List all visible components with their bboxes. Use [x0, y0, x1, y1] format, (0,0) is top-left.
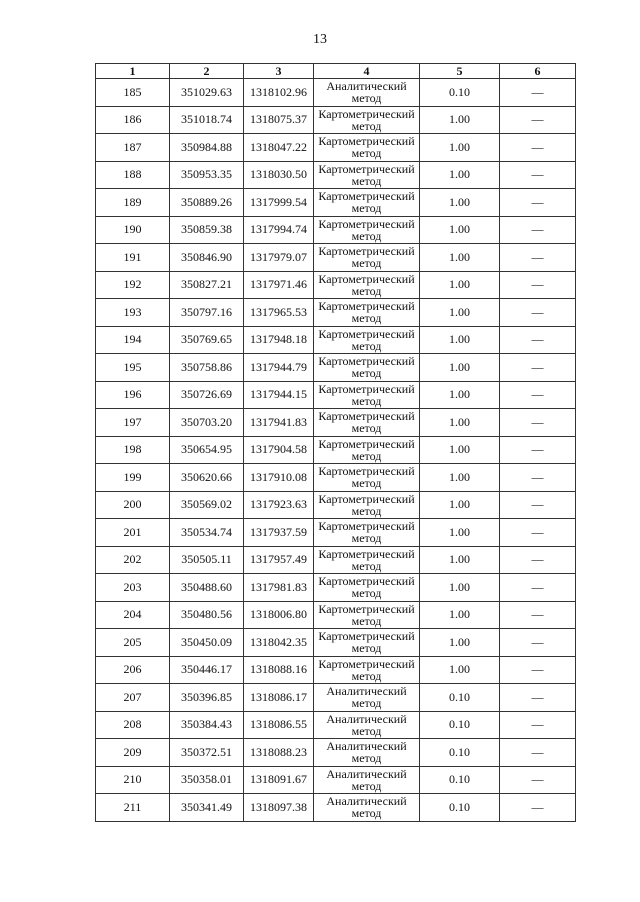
method-line-2: метод: [351, 201, 382, 216]
column-header-2: 2: [170, 64, 244, 79]
point-number-cell: 211: [96, 794, 170, 822]
accuracy-cell: 1.00: [420, 629, 500, 657]
point-number-cell: 204: [96, 601, 170, 629]
method-line-2: метод: [351, 696, 382, 711]
table-row: [96, 546, 576, 574]
y-coordinate-cell: 1318102.96: [244, 79, 314, 107]
method-line-2: метод: [351, 668, 382, 683]
point-number-cell: 192: [96, 271, 170, 299]
accuracy-cell: 1.00: [420, 326, 500, 354]
method-line-1: Аналитический: [326, 79, 407, 94]
accuracy-cell: 1.00: [420, 134, 500, 162]
accuracy-cell: 1.00: [420, 519, 500, 547]
y-coordinate-cell: 1317994.74: [244, 216, 314, 244]
method-line-1: Картометрический: [318, 546, 415, 561]
coordinates-table: [95, 63, 576, 822]
accuracy-cell: 1.00: [420, 271, 500, 299]
table-row: [96, 161, 576, 189]
method-line-2: метод: [351, 173, 382, 188]
method-cell: [314, 326, 420, 354]
page-number: 13: [313, 32, 327, 47]
method-cell: [314, 436, 420, 464]
method-line-2: метод: [351, 641, 382, 656]
note-cell: —: [500, 739, 576, 767]
method-line-1: Аналитический: [326, 794, 407, 809]
method-line-1: Картометрический: [318, 326, 415, 341]
method-line-1: Картометрический: [318, 216, 415, 231]
y-coordinate-cell: 1317910.08: [244, 464, 314, 492]
point-number-cell: 188: [96, 161, 170, 189]
note-cell: —: [500, 409, 576, 437]
y-coordinate-cell: 1318086.17: [244, 684, 314, 712]
method-cell: [314, 491, 420, 519]
x-coordinate-cell: 350827.21: [170, 271, 244, 299]
y-coordinate-cell: 1317941.83: [244, 409, 314, 437]
y-coordinate-cell: 1318088.23: [244, 739, 314, 767]
method-line-2: метод: [351, 338, 382, 353]
accuracy-cell: 1.00: [420, 106, 500, 134]
method-line-1: Картометрический: [318, 656, 415, 671]
table-row: [96, 739, 576, 767]
accuracy-cell: 1.00: [420, 546, 500, 574]
method-cell: [314, 106, 420, 134]
table-row: [96, 491, 576, 519]
method-line-2: метод: [351, 283, 382, 298]
y-coordinate-cell: 1317944.15: [244, 381, 314, 409]
accuracy-cell: 0.10: [420, 739, 500, 767]
method-cell: [314, 79, 420, 107]
y-coordinate-cell: 1318075.37: [244, 106, 314, 134]
note-cell: —: [500, 546, 576, 574]
method-line-1: Картометрический: [318, 436, 415, 451]
x-coordinate-cell: 350396.85: [170, 684, 244, 712]
method-line-1: Картометрический: [318, 464, 415, 479]
x-coordinate-cell: 350726.69: [170, 381, 244, 409]
point-number-cell: 197: [96, 409, 170, 437]
note-cell: —: [500, 216, 576, 244]
method-line-1: Картометрический: [318, 189, 415, 204]
table-row: [96, 381, 576, 409]
y-coordinate-cell: 1317944.79: [244, 354, 314, 382]
x-coordinate-cell: 350341.49: [170, 794, 244, 822]
method-cell: [314, 464, 420, 492]
table-row: [96, 134, 576, 162]
accuracy-cell: 1.00: [420, 216, 500, 244]
method-line-2: метод: [351, 586, 382, 601]
method-line-2: метод: [351, 503, 382, 518]
method-line-2: метод: [351, 448, 382, 463]
table-row: [96, 409, 576, 437]
x-coordinate-cell: 350480.56: [170, 601, 244, 629]
method-line-2: метод: [351, 751, 382, 766]
point-number-cell: 191: [96, 244, 170, 272]
table-body: [96, 79, 576, 822]
x-coordinate-cell: 350846.90: [170, 244, 244, 272]
accuracy-cell: 1.00: [420, 601, 500, 629]
x-coordinate-cell: 350620.66: [170, 464, 244, 492]
y-coordinate-cell: 1318030.50: [244, 161, 314, 189]
table-row: [96, 189, 576, 217]
accuracy-cell: 1.00: [420, 464, 500, 492]
method-cell: [314, 189, 420, 217]
x-coordinate-cell: 350446.17: [170, 656, 244, 684]
method-line-1: Картометрический: [318, 574, 415, 589]
x-coordinate-cell: 350450.09: [170, 629, 244, 657]
method-line-2: метод: [351, 778, 382, 793]
method-line-1: Картометрический: [318, 271, 415, 286]
point-number-cell: 190: [96, 216, 170, 244]
method-line-1: Аналитический: [326, 711, 407, 726]
method-line-2: метод: [351, 228, 382, 243]
table-header-row: [96, 64, 576, 79]
table-row: [96, 326, 576, 354]
column-header-5: 5: [420, 64, 500, 79]
method-cell: [314, 684, 420, 712]
x-coordinate-cell: 350859.38: [170, 216, 244, 244]
note-cell: —: [500, 464, 576, 492]
table-row: [96, 711, 576, 739]
method-line-1: Картометрический: [318, 519, 415, 534]
x-coordinate-cell: 350505.11: [170, 546, 244, 574]
point-number-cell: 194: [96, 326, 170, 354]
x-coordinate-cell: 350758.86: [170, 354, 244, 382]
x-coordinate-cell: 350797.16: [170, 299, 244, 327]
accuracy-cell: 1.00: [420, 161, 500, 189]
note-cell: —: [500, 271, 576, 299]
table-row: [96, 629, 576, 657]
point-number-cell: 202: [96, 546, 170, 574]
method-cell: [314, 519, 420, 547]
x-coordinate-cell: 350984.88: [170, 134, 244, 162]
note-cell: —: [500, 326, 576, 354]
method-cell: [314, 794, 420, 822]
method-line-2: метод: [351, 393, 382, 408]
y-coordinate-cell: 1318006.80: [244, 601, 314, 629]
y-coordinate-cell: 1318097.38: [244, 794, 314, 822]
method-cell: [314, 244, 420, 272]
method-line-2: метод: [351, 806, 382, 821]
method-line-1: Картометрический: [318, 134, 415, 149]
accuracy-cell: 1.00: [420, 189, 500, 217]
note-cell: —: [500, 189, 576, 217]
note-cell: —: [500, 656, 576, 684]
x-coordinate-cell: 350534.74: [170, 519, 244, 547]
point-number-cell: 189: [96, 189, 170, 217]
method-line-1: Картометрический: [318, 381, 415, 396]
point-number-cell: 193: [96, 299, 170, 327]
x-coordinate-cell: 350703.20: [170, 409, 244, 437]
method-line-2: метод: [351, 531, 382, 546]
point-number-cell: 206: [96, 656, 170, 684]
note-cell: —: [500, 134, 576, 162]
method-line-2: метод: [351, 118, 382, 133]
y-coordinate-cell: 1317904.58: [244, 436, 314, 464]
column-header-6: 6: [500, 64, 576, 79]
y-coordinate-cell: 1317957.49: [244, 546, 314, 574]
method-line-1: Аналитический: [326, 766, 407, 781]
y-coordinate-cell: 1318047.22: [244, 134, 314, 162]
method-cell: [314, 134, 420, 162]
point-number-cell: 201: [96, 519, 170, 547]
note-cell: —: [500, 491, 576, 519]
accuracy-cell: 0.10: [420, 711, 500, 739]
point-number-cell: 208: [96, 711, 170, 739]
x-coordinate-cell: 351018.74: [170, 106, 244, 134]
accuracy-cell: 1.00: [420, 354, 500, 382]
note-cell: —: [500, 299, 576, 327]
x-coordinate-cell: 350953.35: [170, 161, 244, 189]
note-cell: —: [500, 711, 576, 739]
y-coordinate-cell: 1318042.35: [244, 629, 314, 657]
note-cell: —: [500, 629, 576, 657]
method-line-2: метод: [351, 723, 382, 738]
point-number-cell: 195: [96, 354, 170, 382]
table-row: [96, 436, 576, 464]
table-row: [96, 271, 576, 299]
y-coordinate-cell: 1317937.59: [244, 519, 314, 547]
note-cell: —: [500, 354, 576, 382]
table-row: [96, 244, 576, 272]
x-coordinate-cell: 350372.51: [170, 739, 244, 767]
method-cell: [314, 354, 420, 382]
method-line-1: Картометрический: [318, 299, 415, 314]
method-cell: [314, 271, 420, 299]
column-header-1: 1: [96, 64, 170, 79]
point-number-cell: 207: [96, 684, 170, 712]
note-cell: —: [500, 794, 576, 822]
method-cell: [314, 739, 420, 767]
method-line-2: метод: [351, 146, 382, 161]
column-header-4: 4: [314, 64, 420, 79]
accuracy-cell: 1.00: [420, 409, 500, 437]
point-number-cell: 185: [96, 79, 170, 107]
table-row: [96, 299, 576, 327]
table-row: [96, 766, 576, 794]
point-number-cell: 187: [96, 134, 170, 162]
method-line-1: Аналитический: [326, 739, 407, 754]
accuracy-cell: 0.10: [420, 794, 500, 822]
column-header-3: 3: [244, 64, 314, 79]
x-coordinate-cell: 350769.65: [170, 326, 244, 354]
y-coordinate-cell: 1317965.53: [244, 299, 314, 327]
method-line-1: Картометрический: [318, 491, 415, 506]
method-cell: [314, 409, 420, 437]
x-coordinate-cell: 350488.60: [170, 574, 244, 602]
x-coordinate-cell: 350889.26: [170, 189, 244, 217]
note-cell: —: [500, 161, 576, 189]
method-cell: [314, 656, 420, 684]
table-row: [96, 656, 576, 684]
point-number-cell: 198: [96, 436, 170, 464]
x-coordinate-cell: 350384.43: [170, 711, 244, 739]
method-line-2: метод: [351, 311, 382, 326]
table-row: [96, 216, 576, 244]
accuracy-cell: 1.00: [420, 299, 500, 327]
note-cell: —: [500, 574, 576, 602]
point-number-cell: 209: [96, 739, 170, 767]
y-coordinate-cell: 1318088.16: [244, 656, 314, 684]
method-line-2: метод: [351, 476, 382, 491]
point-number-cell: 186: [96, 106, 170, 134]
table-row: [96, 601, 576, 629]
note-cell: —: [500, 519, 576, 547]
note-cell: —: [500, 79, 576, 107]
method-line-2: метод: [351, 421, 382, 436]
accuracy-cell: 1.00: [420, 436, 500, 464]
y-coordinate-cell: 1318091.67: [244, 766, 314, 794]
note-cell: —: [500, 244, 576, 272]
method-cell: [314, 161, 420, 189]
y-coordinate-cell: 1317981.83: [244, 574, 314, 602]
method-line-1: Картометрический: [318, 409, 415, 424]
x-coordinate-cell: 351029.63: [170, 79, 244, 107]
accuracy-cell: 1.00: [420, 491, 500, 519]
method-line-2: метод: [351, 256, 382, 271]
method-cell: [314, 216, 420, 244]
table-row: [96, 794, 576, 822]
note-cell: —: [500, 381, 576, 409]
method-cell: [314, 574, 420, 602]
accuracy-cell: 1.00: [420, 381, 500, 409]
y-coordinate-cell: 1318086.55: [244, 711, 314, 739]
x-coordinate-cell: 350569.02: [170, 491, 244, 519]
accuracy-cell: 0.10: [420, 79, 500, 107]
y-coordinate-cell: 1317923.63: [244, 491, 314, 519]
method-cell: [314, 711, 420, 739]
point-number-cell: 205: [96, 629, 170, 657]
table-row: [96, 354, 576, 382]
table-row: [96, 464, 576, 492]
method-cell: [314, 546, 420, 574]
point-number-cell: 199: [96, 464, 170, 492]
method-line-1: Картометрический: [318, 106, 415, 121]
y-coordinate-cell: 1317979.07: [244, 244, 314, 272]
method-line-2: метод: [351, 558, 382, 573]
method-line-1: Картометрический: [318, 629, 415, 644]
note-cell: —: [500, 601, 576, 629]
method-line-1: Аналитический: [326, 684, 407, 699]
accuracy-cell: 1.00: [420, 244, 500, 272]
accuracy-cell: 0.10: [420, 766, 500, 794]
method-cell: [314, 381, 420, 409]
point-number-cell: 203: [96, 574, 170, 602]
method-cell: [314, 299, 420, 327]
method-line-1: Картометрический: [318, 161, 415, 176]
y-coordinate-cell: 1317999.54: [244, 189, 314, 217]
point-number-cell: 196: [96, 381, 170, 409]
note-cell: —: [500, 436, 576, 464]
y-coordinate-cell: 1317948.18: [244, 326, 314, 354]
method-line-2: метод: [351, 91, 382, 106]
x-coordinate-cell: 350654.95: [170, 436, 244, 464]
method-cell: [314, 601, 420, 629]
table-row: [96, 574, 576, 602]
method-cell: [314, 629, 420, 657]
table-row: [96, 519, 576, 547]
table-row: [96, 684, 576, 712]
point-number-cell: 200: [96, 491, 170, 519]
y-coordinate-cell: 1317971.46: [244, 271, 314, 299]
method-line-1: Картометрический: [318, 354, 415, 369]
note-cell: —: [500, 106, 576, 134]
table-row: [96, 79, 576, 107]
method-line-2: метод: [351, 366, 382, 381]
note-cell: —: [500, 684, 576, 712]
method-line-2: метод: [351, 613, 382, 628]
accuracy-cell: 0.10: [420, 684, 500, 712]
accuracy-cell: 1.00: [420, 574, 500, 602]
method-cell: [314, 766, 420, 794]
accuracy-cell: 1.00: [420, 656, 500, 684]
method-line-1: Картометрический: [318, 601, 415, 616]
table-row: [96, 106, 576, 134]
x-coordinate-cell: 350358.01: [170, 766, 244, 794]
point-number-cell: 210: [96, 766, 170, 794]
note-cell: —: [500, 766, 576, 794]
method-line-1: Картометрический: [318, 244, 415, 259]
